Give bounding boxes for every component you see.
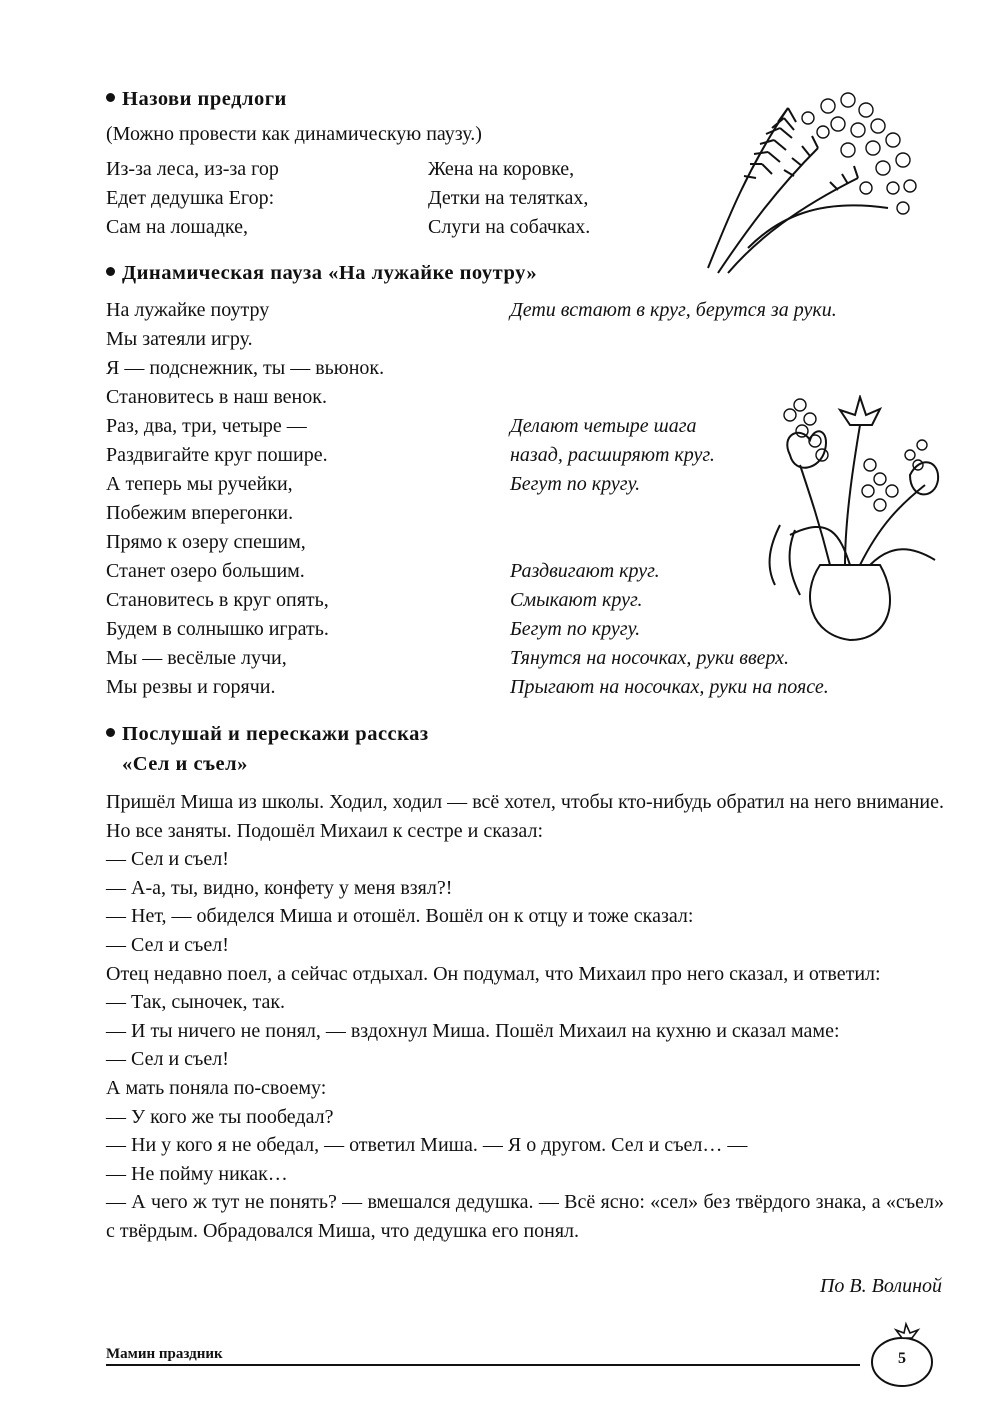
poem-line: Становитесь в круг опять, bbox=[106, 589, 329, 611]
poem-line: Станет озеро большим. bbox=[106, 560, 305, 582]
poem-line: Будем в солнышко играть. bbox=[106, 618, 329, 640]
dialogue-line: — Так, сыночек, так. bbox=[106, 991, 286, 1014]
poem-line: Прямо к озеру спешим, bbox=[106, 531, 306, 553]
story-paragraph: А мать поняла по-своему: bbox=[106, 1076, 327, 1099]
bullet-icon bbox=[106, 93, 115, 102]
section-title-prepositions bbox=[106, 88, 287, 111]
dialogue-line: — Не пойму никак… bbox=[106, 1162, 288, 1185]
dialogue-line: — А-а, ты, видно, конфету у меня взял?! bbox=[106, 876, 453, 899]
dialogue-line: — Сел и съел! bbox=[106, 1048, 229, 1071]
dialogue-line: — Сел и съел! bbox=[106, 848, 229, 871]
poem-line: А теперь мы ручейки, bbox=[106, 473, 293, 495]
dialogue-line: — И ты ничего не понял, — вздохнул Миша. Пошёл Михаил на кухню и сказал маме: bbox=[106, 1019, 840, 1042]
section-title-retell bbox=[106, 723, 429, 746]
poem-line: Раз, два, три, четыре — bbox=[106, 415, 307, 437]
action-note: Делают четыре шага bbox=[510, 415, 697, 437]
poem-line: Мы резвы и горячи. bbox=[106, 676, 276, 698]
section-title-text: Динамическая пауза «На лужайке поутру» bbox=[122, 262, 538, 284]
action-note: Раздвигают круг. bbox=[510, 560, 660, 582]
story-paragraph: Отец недавно поел, а сейчас отдыхал. Он подумал, что Михаил про него сказал, и ответил: bbox=[106, 962, 881, 985]
story-paragraph: Пришёл Миша из школы. Ходил, ходил — всё хотел, чтобы кто-нибудь обратил на него внимание. Но все заняты. Подошёл Михаил к сестре и сказал: bbox=[106, 791, 944, 842]
poem-line: Слуги на собачках. bbox=[428, 216, 591, 238]
action-note: назад, расширяют круг. bbox=[510, 444, 715, 466]
poem-line: Едет дедушка Егор: bbox=[106, 187, 275, 209]
section-note: (Можно провести как динамическую паузу.) bbox=[106, 123, 482, 145]
book-title: Мамин праздник bbox=[106, 1346, 223, 1362]
poem-line: Жена на коровке, bbox=[428, 158, 575, 180]
flower-vase-illustration bbox=[760, 395, 950, 645]
dialogue-line: — Ни у кого я не обедал, — ответил Миша. — Я о другом. Сел и съел… — bbox=[106, 1134, 748, 1157]
action-note: Смыкают круг. bbox=[510, 589, 643, 611]
section-title-dynamic-pause bbox=[106, 262, 537, 285]
dialogue-line: — Сел и съел! bbox=[106, 933, 229, 956]
section-title-text: Назови предлоги bbox=[122, 88, 287, 110]
dialogue-line: — У кого же ты пообедал? bbox=[106, 1105, 334, 1128]
action-note: Бегут по кругу. bbox=[510, 618, 641, 640]
footer-divider bbox=[106, 1364, 860, 1366]
action-note: Бегут по кругу. bbox=[510, 473, 641, 495]
poem-line: Раздвигайте круг пошире. bbox=[106, 444, 328, 466]
poem-line: Становитесь в наш венок. bbox=[106, 386, 327, 408]
story-source: По В. Волиной bbox=[819, 1275, 942, 1297]
poem-line: Детки на телятках, bbox=[428, 187, 589, 209]
poem-line: Сам на лошадке, bbox=[106, 216, 248, 238]
action-note: Тянутся на носочках, руки вверх. bbox=[510, 647, 790, 669]
mimosa-branch-illustration bbox=[688, 88, 920, 278]
page-number: 5 bbox=[898, 1350, 906, 1367]
story-text bbox=[106, 788, 944, 1246]
bullet-icon bbox=[106, 267, 115, 276]
poem-line: Мы затеяли игру. bbox=[106, 328, 253, 350]
story-title: «Сел и съел» bbox=[122, 753, 248, 775]
poem-line: Побежим вперегонки. bbox=[106, 502, 294, 524]
poem-line: На лужайке поутру bbox=[106, 299, 270, 321]
page-number-badge bbox=[862, 1320, 942, 1388]
action-note: Прыгают на носочках, руки на поясе. bbox=[510, 676, 829, 698]
poem-line: Мы — весёлые лучи, bbox=[106, 647, 287, 669]
bullet-icon bbox=[106, 728, 115, 737]
action-note: Дети встают в круг, берутся за руки. bbox=[510, 299, 837, 321]
poem-line: Я — подснежник, ты — вьюнок. bbox=[106, 357, 385, 379]
dialogue-line: — Нет, — обиделся Миша и отошёл. Вошёл он к отцу и тоже сказал: bbox=[106, 905, 694, 928]
dialogue-line: — А чего ж тут не понять? — вмешался дедушка. — Всё ясно: «сел» без твёрдого знака, а «съел» с твёрдым. Обрадовался Миша, что дедушка его понял. bbox=[106, 1191, 944, 1242]
section-title-text: Послушай и перескажи рассказ bbox=[122, 723, 429, 745]
poem-line: Из-за леса, из-за гор bbox=[106, 158, 279, 180]
